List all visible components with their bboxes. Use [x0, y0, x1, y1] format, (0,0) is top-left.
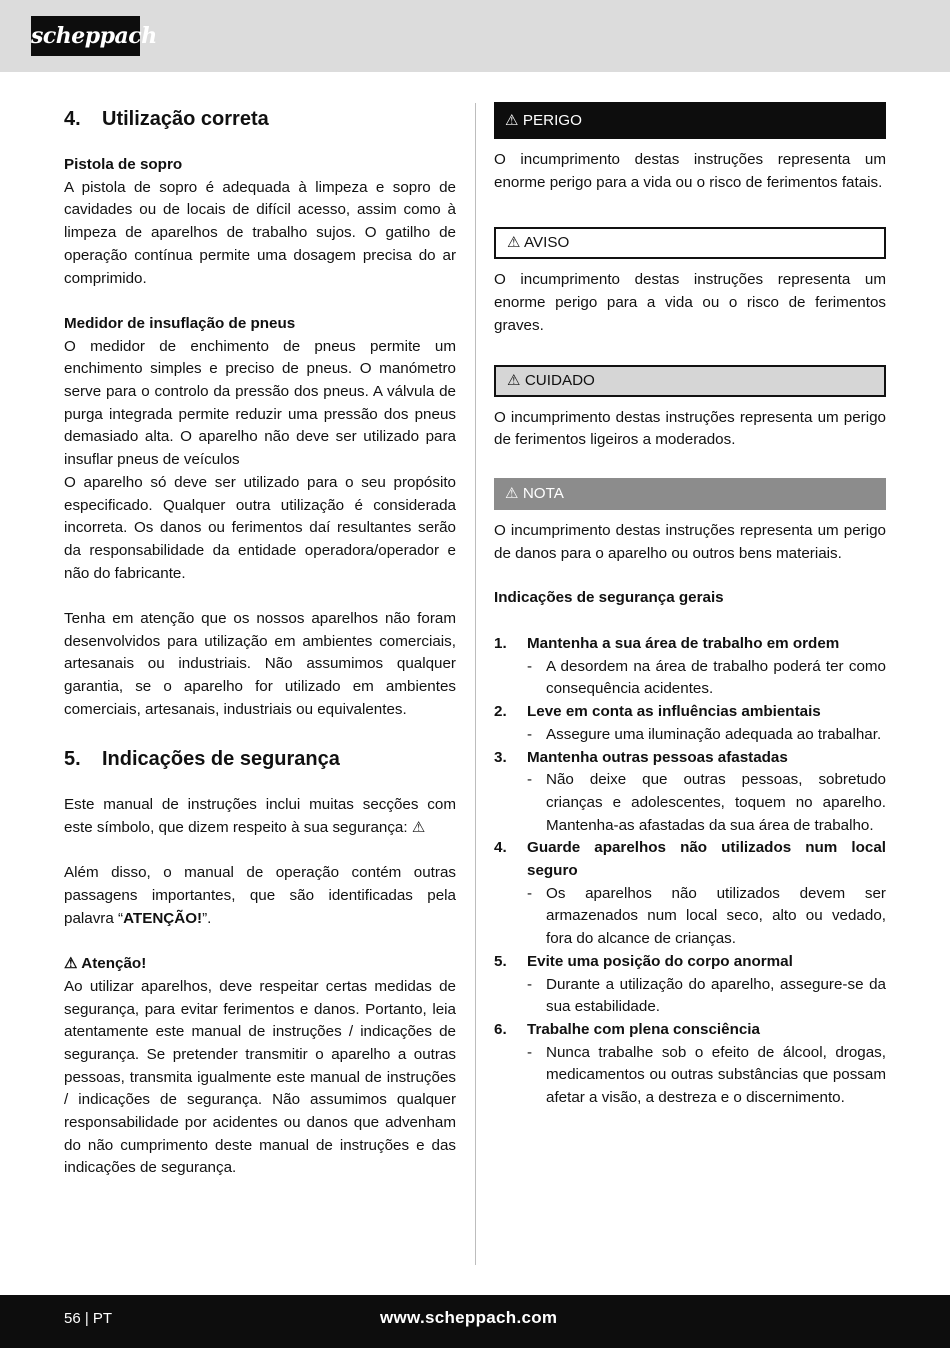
list-item-detail [494, 883, 886, 951]
dash-bullet: - [527, 725, 533, 743]
tenha-paragraph: Tenha em atenção que os nossos aparelhos não foram desenvolvidos para utilização em ambientes comerciais, artesanais ou industriais. Não assumimos qualquer garantia, se o aparelho for utilizado em ambientes comerciais, artesanais, industriais ou equivalentes. [64, 610, 456, 718]
list-item-title [494, 633, 886, 656]
cuidado-paragraph: O incumprimento destas instruções representa um perigo de ferimentos ligeiros a moderados. [494, 408, 886, 449]
list-item-detail [494, 1042, 886, 1110]
page-number: 56 | PT [64, 1310, 113, 1327]
section-4-heading [64, 104, 456, 134]
left-column [64, 104, 456, 1180]
list-item-number: 2. [494, 703, 507, 721]
list-item-heading: Guarde aparelhos não utilizados num local seguro [527, 839, 886, 880]
list-item-title [494, 701, 886, 724]
nota-paragraph: O incumprimento destas instruções representa um perigo de danos para o aparelho ou outros bens materiais. [494, 521, 886, 562]
page-header [0, 0, 950, 72]
list-item-text: Assegure uma iluminação adequada ao trabalhar. [546, 725, 882, 743]
dash-bullet: - [527, 771, 533, 789]
list-item-number: 5. [494, 952, 507, 970]
list-item-text: Nunca trabalhe sob o efeito de álcool, drogas, medicamentos ou outras substâncias que possam afetar a visão, a destreza e o discernimento. [546, 1043, 886, 1107]
medidor-paragraph-2: O aparelho só deve ser utilizado para o seu propósito especificado. Qualquer outra utilização é considerada incorreta. Os danos ou ferimentos daí resultantes serão da responsabilidade da entidade operadora/operador e não do fabricante. [64, 473, 456, 582]
medidor-heading: Medidor de insuflação de pneus [64, 314, 296, 332]
list-item-detail [494, 724, 886, 747]
list-item [494, 747, 886, 838]
list-item-detail [494, 656, 886, 701]
manual-paragraph: Este manual de instruções inclui muitas secções com este símbolo, que dizem respeito à sua segurança: ⚠ [64, 796, 456, 836]
list-item [494, 951, 886, 1019]
safety-list [494, 633, 886, 1110]
section-title: Indicações de segurança [102, 748, 340, 771]
list-item-text: A desordem na área de trabalho poderá ter como consequência acidentes. [546, 657, 886, 698]
alem-paragraph [64, 862, 456, 930]
section-number: 4. [64, 108, 81, 130]
aviso-box: ⚠ AVISO [494, 227, 886, 259]
medidor-paragraph: O medidor de enchimento de pneus permite um enchimento simples e preciso de pneus. O manómetro serve para o controlo da pressão dos pneus. A válvula de purga integrada permite reduzir uma pressão dos pneus demasiado alta. O aparelho não deve ser utilizado para insuflar pneus de veículos [64, 337, 456, 469]
atencao-word: ATENÇÃO! [123, 909, 203, 927]
list-item [494, 837, 886, 951]
perigo-paragraph: O incumprimento destas instruções representa um enorme perigo para a vida ou o risco de ferimentos fatais. [494, 151, 886, 191]
atencao-heading: ⚠ Atenção! [64, 955, 147, 973]
list-item-title [494, 747, 886, 770]
list-item-number: 1. [494, 635, 507, 653]
list-item-number: 3. [494, 748, 507, 766]
list-item-heading: Trabalhe com plena consciência [527, 1020, 760, 1038]
list-item [494, 633, 886, 701]
list-item-heading: Mantenha outras pessoas afastadas [527, 748, 788, 766]
list-item-text: Durante a utilização do aparelho, assegure-se da sua estabilidade. [546, 975, 886, 1016]
dash-bullet: - [527, 1043, 533, 1061]
atencao-paragraph: Ao utilizar aparelhos, deve respeitar certas medidas de segurança, para evitar ferimentos e danos. Portanto, leia atentamente este manual de instruções / indicações de segurança. Se pretender transmitir o aparelho a outras pessoas, transmita igualmente este manual de instruções / indicações de segurança. Não assumimos qualquer responsabilidade por acidentes ou danos que advenham do não cumprimento deste manual de instruções e das indicações de segurança. [64, 977, 456, 1177]
section-title: Utilização correta [102, 108, 269, 130]
website-url: www.scheppach.com [380, 1308, 558, 1327]
list-item-title [494, 837, 886, 882]
aviso-paragraph: O incumprimento destas instruções representa um enorme perigo para a vida ou o risco de ferimentos graves. [494, 271, 886, 334]
list-item-heading: Evite uma posição do corpo anormal [527, 952, 793, 970]
list-item-number: 4. [494, 839, 507, 857]
list-item-heading: Leve em conta as influências ambientais [527, 703, 821, 721]
cuidado-box: ⚠ CUIDADO [494, 365, 886, 397]
list-item-number: 6. [494, 1020, 507, 1038]
dash-bullet: - [527, 884, 533, 902]
pistola-paragraph: A pistola de sopro é adequada à limpeza e sopro de cavidades ou de locais de difícil acesso, assim como à limpeza de aparelhos de trabalho sujos. O gatilho de operação contínua permite uma dosagem precisa do ar comprimido. [64, 178, 456, 287]
alem-text-end: ”. [202, 909, 212, 927]
list-item-heading: Mantenha a sua área de trabalho em ordem [527, 635, 840, 653]
list-item-text: Não deixe que outras pessoas, sobretudo crianças e adolescentes, toquem no aparelho. Mantenha-as afastadas da sua área de trabalho. [546, 771, 886, 834]
pistola-heading: Pistola de sopro [64, 156, 183, 173]
page-footer [0, 1295, 950, 1348]
list-item-title [494, 951, 886, 974]
alem-text: Além disso, o manual de operação contém outras passagens importantes, que são identificadas pela palavra “ [64, 864, 456, 927]
list-item [494, 1019, 886, 1110]
gerais-heading: Indicações de segurança gerais [494, 589, 724, 607]
list-item-detail [494, 974, 886, 1019]
list-item-detail [494, 769, 886, 837]
dash-bullet: - [527, 975, 533, 993]
right-column [494, 102, 886, 1110]
list-item-title [494, 1019, 886, 1042]
column-divider [475, 103, 476, 1265]
brand-logo: scheppach [31, 16, 140, 56]
list-item-text: Os aparelhos não utilizados devem ser armazenados num local seco, alto ou vedado, fora do alcance de crianças. [546, 884, 886, 948]
dash-bullet: - [527, 657, 533, 675]
list-item [494, 701, 886, 746]
section-number: 5. [64, 748, 81, 771]
nota-box: ⚠ NOTA [494, 478, 886, 510]
section-5-heading [64, 744, 456, 774]
perigo-box: ⚠ PERIGO [494, 102, 886, 139]
